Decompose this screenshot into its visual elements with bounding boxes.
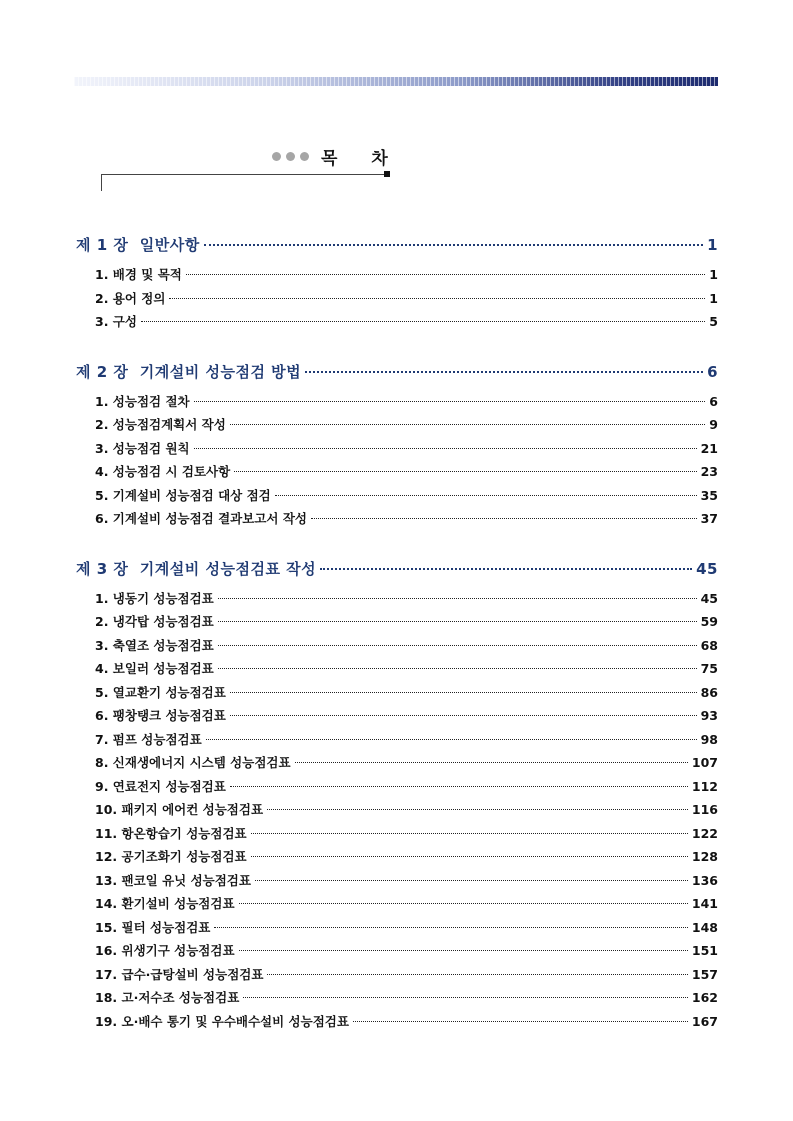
item-title: 11. 항온항습기 성능점검표 <box>95 825 247 841</box>
dot-leader <box>243 997 688 998</box>
dot-leader <box>255 880 688 881</box>
item-title: 16. 위생기구 성능점검표 <box>95 943 235 958</box>
header-gradient-bar <box>74 77 718 86</box>
chapter-title: 제 2 장 기계설비 성능점검 방법 <box>76 362 302 381</box>
toc-item-entry[interactable] <box>76 415 718 439</box>
toc-item-entry[interactable] <box>76 706 718 730</box>
item-title: 5. 열교환기 성능점검표 <box>95 684 226 700</box>
toc-item-entry[interactable] <box>76 589 718 613</box>
item-title: 1. 냉동기 성능점검표 <box>95 590 214 606</box>
item-title: 4. 보일러 성능점검표 <box>95 661 214 676</box>
item-title: 1. 배경 및 목적 <box>95 267 182 282</box>
toc-item-entry[interactable] <box>76 659 718 683</box>
toc-item-entry[interactable] <box>76 777 718 801</box>
toc-title: 목 차 <box>321 148 402 169</box>
dot-leader <box>251 856 688 857</box>
toc-item-entry[interactable] <box>76 265 718 289</box>
item-title: 6. 팽창탱크 성능점검표 <box>95 708 226 723</box>
chapter-spacer <box>76 533 718 558</box>
toc-item-entry[interactable] <box>76 289 718 313</box>
item-title: 8. 신재생에너지 시스템 성능점검표 <box>95 755 291 770</box>
dot-leader <box>230 786 688 787</box>
item-page-number: 157 <box>691 966 718 982</box>
toc-item-entry[interactable] <box>76 1012 718 1036</box>
toc-item-entry[interactable] <box>76 730 718 754</box>
item-title: 18. 고·저수조 성능점검표 <box>95 990 240 1005</box>
toc-item-entry[interactable] <box>76 800 718 824</box>
dot-leader <box>311 518 697 519</box>
item-page-number: 1 <box>709 267 718 282</box>
item-page-number: 21 <box>700 440 718 456</box>
dot-leader <box>320 568 692 570</box>
dot-leader <box>267 809 688 810</box>
toc-chapter-entry[interactable] <box>76 558 718 585</box>
dot-leader <box>234 471 696 472</box>
item-title: 3. 축열조 성능점검표 <box>95 637 214 653</box>
toc-item-entry[interactable] <box>76 683 718 707</box>
dot-leader <box>239 903 688 904</box>
item-title: 12. 공기조화기 성능점검표 <box>95 849 247 864</box>
chapter-spacer <box>76 336 718 361</box>
item-title: 14. 환기설비 성능점검표 <box>95 896 235 911</box>
item-page-number: 86 <box>700 684 718 700</box>
item-title: 4. 성능점검 시 검토사항 <box>95 464 231 479</box>
item-page-number: 59 <box>700 614 718 629</box>
toc-chapter-entry[interactable] <box>76 361 718 388</box>
item-page-number: 98 <box>700 731 718 747</box>
item-page-number: 112 <box>691 778 718 794</box>
item-title: 3. 구성 <box>95 314 137 329</box>
dot-leader <box>251 833 688 834</box>
item-page-number: 1 <box>709 290 718 306</box>
item-title: 15. 필터 성능점검표 <box>95 919 211 935</box>
toc-item-entry[interactable] <box>76 439 718 463</box>
item-page-number: 35 <box>700 487 718 503</box>
dot-leader <box>214 927 688 928</box>
item-page-number: 37 <box>700 511 718 526</box>
dot-leader <box>169 298 705 299</box>
dot-leader <box>218 668 697 669</box>
toc-item-entry[interactable] <box>76 753 718 777</box>
toc-heading <box>272 143 402 169</box>
item-title: 1. 성능점검 절차 <box>95 393 190 409</box>
chapter-page-number: 45 <box>696 559 718 578</box>
dot-leader <box>218 645 697 646</box>
item-title: 10. 패키지 에어컨 성능점검표 <box>95 802 264 817</box>
toc-item-entry[interactable] <box>76 847 718 871</box>
item-title: 5. 기계설비 성능점검 대상 점검 <box>95 487 271 503</box>
toc-item-entry[interactable] <box>76 871 718 895</box>
dot-leader <box>230 692 697 693</box>
dot-leader <box>194 448 697 449</box>
toc-item-entry[interactable] <box>76 636 718 660</box>
item-title: 6. 기계설비 성능점검 결과보고서 작성 <box>95 511 307 526</box>
item-page-number: 107 <box>691 755 718 770</box>
toc-item-entry[interactable] <box>76 612 718 636</box>
item-page-number: 45 <box>700 590 718 606</box>
item-page-number: 167 <box>691 1013 718 1029</box>
dot-leader <box>275 495 697 496</box>
item-page-number: 141 <box>691 896 718 911</box>
dot-leader <box>194 401 706 402</box>
dot-leader <box>206 739 697 740</box>
toc-item-entry[interactable] <box>76 988 718 1012</box>
chapter-title: 제 3 장 기계설비 성능점검표 작성 <box>76 559 317 578</box>
item-title: 9. 연료전지 성능점검표 <box>95 778 226 794</box>
item-page-number: 6 <box>709 393 718 409</box>
heading-end-square-icon <box>384 171 390 177</box>
toc-item-entry[interactable] <box>76 312 718 336</box>
item-title: 3. 성능점검 원칙 <box>95 440 190 456</box>
bullet-dots-icon <box>272 152 309 161</box>
toc-item-entry[interactable] <box>76 941 718 965</box>
chapter-page-number: 6 <box>707 362 718 381</box>
dot-leader <box>186 274 705 275</box>
item-title: 2. 용어 정의 <box>95 290 166 306</box>
item-page-number: 75 <box>700 661 718 676</box>
item-page-number: 148 <box>691 919 718 935</box>
item-page-number: 136 <box>691 872 718 888</box>
toc-item-entry[interactable] <box>76 509 718 533</box>
toc-item-entry[interactable] <box>76 462 718 486</box>
item-page-number: 116 <box>691 802 718 817</box>
dot-leader <box>267 974 687 975</box>
item-title: 17. 급수·급탕설비 성능점검표 <box>95 966 264 982</box>
chapter-title: 제 1 장 일반사항 <box>76 236 200 254</box>
toc-item-entry[interactable] <box>76 965 718 989</box>
toc-item-entry[interactable] <box>76 824 718 848</box>
item-page-number: 5 <box>709 314 718 329</box>
item-title: 2. 냉각탑 성능점검표 <box>95 614 214 629</box>
item-page-number: 23 <box>700 464 718 479</box>
chapter-page-number: 1 <box>707 236 718 254</box>
item-page-number: 68 <box>700 637 718 653</box>
toc-chapter-entry[interactable] <box>76 234 718 261</box>
item-page-number: 162 <box>691 990 718 1005</box>
dot-leader <box>204 244 703 246</box>
heading-underline <box>101 174 389 175</box>
item-page-number: 9 <box>709 417 718 432</box>
toc-item-entry[interactable] <box>76 486 718 510</box>
item-title: 7. 펌프 성능점검표 <box>95 731 202 747</box>
dot-leader <box>305 371 703 373</box>
item-title: 2. 성능점검계획서 작성 <box>95 417 226 432</box>
item-title: 13. 팬코일 유닛 성능점검표 <box>95 872 251 888</box>
dot-leader <box>141 321 705 322</box>
dot-leader <box>295 762 688 763</box>
dot-leader <box>218 621 697 622</box>
dot-leader <box>230 424 705 425</box>
dot-leader <box>230 715 697 716</box>
dot-leader <box>218 598 697 599</box>
item-page-number: 122 <box>691 825 718 841</box>
item-title: 19. 오·배수 통기 및 우수배수설비 성능점검표 <box>95 1013 349 1029</box>
toc-item-entry[interactable] <box>76 392 718 416</box>
item-page-number: 151 <box>691 943 718 958</box>
item-page-number: 128 <box>691 849 718 864</box>
item-page-number: 93 <box>700 708 718 723</box>
heading-bracket-line <box>101 174 102 191</box>
toc-item-entry[interactable] <box>76 894 718 918</box>
table-of-contents <box>76 234 718 1035</box>
dot-leader <box>353 1021 688 1022</box>
dot-leader <box>239 950 688 951</box>
toc-item-entry[interactable] <box>76 918 718 942</box>
